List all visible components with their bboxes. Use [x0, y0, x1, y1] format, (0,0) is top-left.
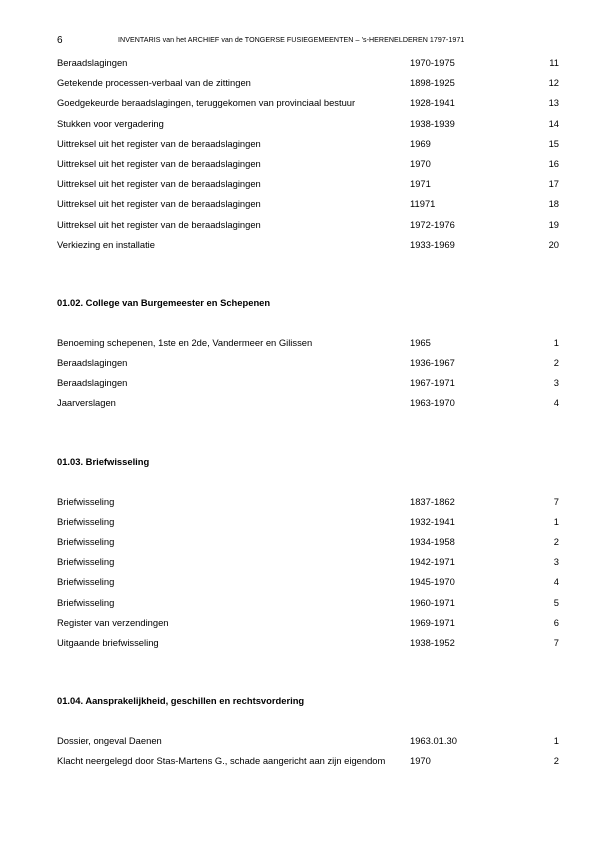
item-number: 19 [548, 218, 559, 230]
inventory-row [57, 197, 559, 217]
inventory-row [57, 76, 559, 96]
item-description: Uittreksel uit het register van de beraadslagingen [57, 218, 261, 230]
inventory-row [57, 137, 559, 157]
inventory-row [57, 596, 559, 616]
item-number: 7 [553, 495, 559, 507]
item-description: Uittreksel uit het register van de beraadslagingen [57, 198, 261, 210]
item-number: 5 [553, 596, 559, 608]
item-date: 1963-1970 [410, 397, 455, 409]
item-description: Beraadslagingen [57, 357, 128, 369]
inventory-row [57, 177, 559, 197]
item-number: 1 [553, 735, 559, 747]
inventory-row [57, 96, 559, 116]
inventory-row [57, 238, 559, 258]
inventory-row [57, 336, 559, 356]
item-description: Beraadslagingen [57, 57, 128, 68]
item-date: 1970 [410, 157, 431, 169]
item-description: Briefwisseling [57, 576, 115, 588]
section-title-briefwisseling: 01.03. Briefwisseling [57, 455, 150, 467]
item-date: 1970 [410, 755, 431, 767]
item-date: 1963.01.30 [410, 735, 457, 747]
inventory-row [57, 616, 559, 636]
item-number: 18 [548, 198, 559, 210]
item-number: 15 [548, 137, 559, 149]
inventory-row [57, 515, 559, 535]
item-description: Briefwisseling [57, 556, 115, 568]
inventory-row [57, 636, 559, 656]
item-date: 1960-1971 [410, 596, 455, 608]
item-date: 1936-1967 [410, 357, 455, 369]
item-description: Uittreksel uit het register van de beraadslagingen [57, 137, 261, 149]
item-date: 1972-1976 [410, 218, 455, 230]
inventory-list-college [57, 336, 559, 417]
inventory-row [57, 356, 559, 376]
item-description: Register van verzendingen [57, 616, 169, 628]
item-description: Verkiezing en installatie [57, 238, 155, 250]
item-number: 13 [548, 97, 559, 109]
item-description: Stukken voor vergadering [57, 117, 164, 129]
item-date: 1934-1958 [410, 536, 455, 547]
item-number: 6 [553, 616, 559, 628]
item-number: 3 [553, 377, 559, 389]
item-date: 1928-1941 [410, 97, 455, 109]
item-date: 1932-1941 [410, 515, 455, 527]
inventory-row [57, 117, 559, 137]
item-date: 1967-1971 [410, 377, 455, 389]
inventory-row [57, 555, 559, 575]
item-number: 3 [553, 556, 559, 568]
inventory-row [57, 218, 559, 238]
item-description: Goedgekeurde beraadslagingen, teruggekomen van provinciaal bestuur [57, 97, 356, 109]
inventory-list-briefwisseling [57, 495, 559, 657]
page-number: 6 [57, 35, 63, 46]
item-date: 1942-1971 [410, 556, 455, 568]
inventory-row [57, 56, 559, 76]
item-description: Uittreksel uit het register van de beraadslagingen [57, 178, 261, 190]
item-number: 1 [553, 515, 559, 527]
item-date: 1965 [410, 336, 431, 348]
item-number: 4 [553, 576, 559, 588]
item-date: 1971 [410, 178, 431, 190]
item-description: Getekende processen-verbaal van de zittingen [57, 77, 251, 89]
item-number: 20 [548, 238, 559, 250]
item-date: 1969-1971 [410, 616, 455, 628]
item-date: 1938-1952 [410, 636, 455, 648]
inventory-row [57, 376, 559, 396]
item-description: Klacht neergelegd door Stas-Martens G., schade aangericht aan zijn eigendom [57, 755, 386, 767]
inventory-row [57, 396, 559, 416]
item-number: 2 [553, 755, 559, 767]
inventory-row [57, 495, 559, 515]
item-number: 12 [548, 77, 559, 89]
item-description: Briefwisseling [57, 596, 115, 608]
page-header [57, 35, 537, 49]
item-date: 1938-1939 [410, 117, 455, 129]
item-date: 11971 [410, 198, 436, 210]
item-date: 1970-1975 [410, 57, 455, 68]
item-number: 7 [553, 636, 559, 648]
inventory-row [57, 575, 559, 595]
item-description: Uittreksel uit het register van de beraadslagingen [57, 157, 261, 169]
item-description: Uitgaande briefwisseling [57, 636, 159, 648]
item-date: 1969 [410, 137, 431, 149]
item-description: Briefwisseling [57, 515, 115, 527]
section-title-college: 01.02. College van Burgemeester en Schepenen [57, 296, 271, 308]
inventory-row [57, 535, 559, 555]
item-description: Briefwisseling [57, 495, 115, 507]
section-title-aansprakelijkheid: 01.04. Aansprakelijkheid, geschillen en rechtsvordering [57, 695, 305, 707]
item-date: 1933-1969 [410, 238, 455, 250]
item-number: 4 [553, 397, 559, 409]
inventory-row [57, 754, 559, 774]
item-description: Dossier, ongeval Daenen [57, 735, 162, 747]
item-description: Benoeming schepenen, 1ste en 2de, Vandermeer en Gilissen [57, 336, 313, 348]
item-date: 1945-1970 [410, 576, 455, 588]
item-number: 16 [548, 157, 559, 169]
item-date: 1898-1925 [410, 77, 455, 89]
item-description: Briefwisseling [57, 536, 115, 547]
item-number: 1 [553, 336, 559, 348]
inventory-row [57, 157, 559, 177]
item-number: 2 [553, 357, 559, 369]
item-description: Jaarverslagen [57, 397, 116, 409]
item-number: 2 [553, 536, 559, 547]
inventory-list-aansprakelijkheid [57, 734, 559, 774]
item-number: 11 [549, 57, 559, 68]
running-header-title: INVENTARIS van het ARCHIEF van de TONGERSE FUSIEGEMEENTEN – ’s-HERENELDEREN 1797-1971 [118, 36, 465, 44]
item-date: 1837-1862 [410, 495, 455, 507]
item-number: 17 [548, 178, 559, 190]
inventory-row [57, 734, 559, 754]
inventory-content [57, 56, 559, 775]
item-description: Beraadslagingen [57, 377, 128, 389]
inventory-list-continuation [57, 56, 559, 258]
item-number: 14 [548, 117, 559, 129]
